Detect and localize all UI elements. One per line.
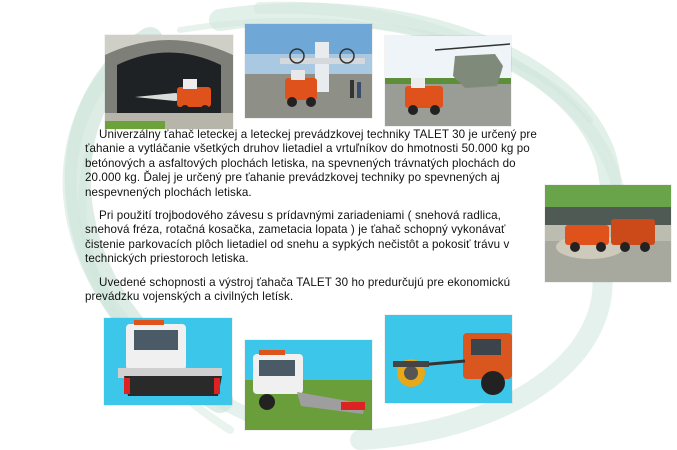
photo-helicopter-tug — [385, 36, 511, 126]
photo-hangar-tug — [105, 35, 233, 129]
photo-rotary-mower — [245, 340, 372, 430]
photo-snow-plow — [104, 318, 232, 405]
paragraph-3: Uvedené schopnosti a výstroj ťahača TALET 30 ho predurčujú pre ekonomickú prevádzku vojenských a civilných letísk. — [85, 275, 511, 304]
photo-sweeper-brush — [385, 315, 512, 403]
photo-sweeping-tug — [545, 185, 671, 282]
photo-aircraft-tug — [245, 24, 372, 118]
paragraph-1: Univerzálny ťahač leteckej a leteckej prevádzkovej techniky TALET 30 je určený pre ťahanie a vytláčanie všetkých druhov lietadiel a vrtuľníkov do hmotnosti 50.000 kg po betónových a asfaltových plochách letiska, na spevnených trávnatých plochách do 20.000 kg. Ďalej je určený pre ťahanie prevádzkovej techniky po spevnených aj nespevnených plochách letiska. — [85, 128, 537, 199]
description-text — [85, 128, 545, 313]
paragraph-2: Pri použití trojbodového závesu s prídavnými zariadeniami ( snehová radlica, snehová fréza, rotačná kosačka, zametacia lopata ) je ťahač schopný vykonávať čistenie parkovacích plôch lietadiel od snehu a sypkých nečistôt a pokosiť trávu v technických priestoroch letiska. — [85, 209, 510, 266]
